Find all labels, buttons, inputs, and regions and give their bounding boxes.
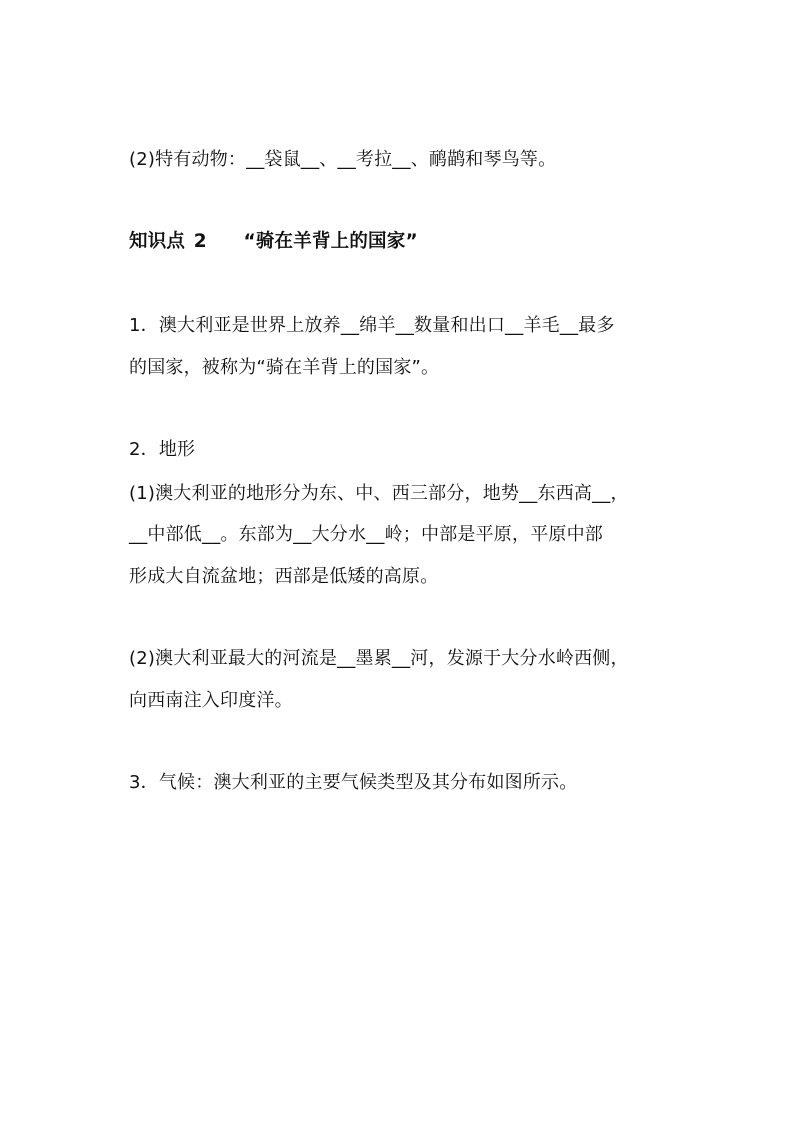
heading-label: 知识点 [129,231,186,252]
river-line-1: (2)澳大利亚最大的河流是__墨累__河，发源于大分水岭西侧， [129,648,629,669]
terrain-line-2: __中部低__。东部为__大分水__岭；中部是平原，平原中部 [129,524,603,545]
knowledge-point-heading [129,230,418,254]
paragraph-1-line-2: 的国家，被称为“骑在羊背上的国家”。 [129,357,440,378]
climate-line: 3．气候：澳大利亚的主要气候类型及其分布如图所示。 [129,772,578,793]
terrain-line-3: 形成大自流盆地；西部是低矮的高原。 [129,566,439,587]
heading-title: “骑在羊背上的国家” [243,231,418,252]
river-line-2: 向西南注入印度洋。 [129,690,293,711]
paragraph-1-line-1: 1．澳大利亚是世界上放养__绵羊__数量和出口__羊毛__最多 [129,315,615,336]
terrain-title: 2．地形 [129,439,196,460]
endemic-animals-line: (2)特有动物：__袋鼠__、__考拉__、鸸鹋和琴鸟等。 [129,149,557,170]
terrain-line-1: (1)澳大利亚的地形分为东、中、西三部分，地势__东西高__， [129,483,629,504]
heading-number: 2 [193,231,207,252]
